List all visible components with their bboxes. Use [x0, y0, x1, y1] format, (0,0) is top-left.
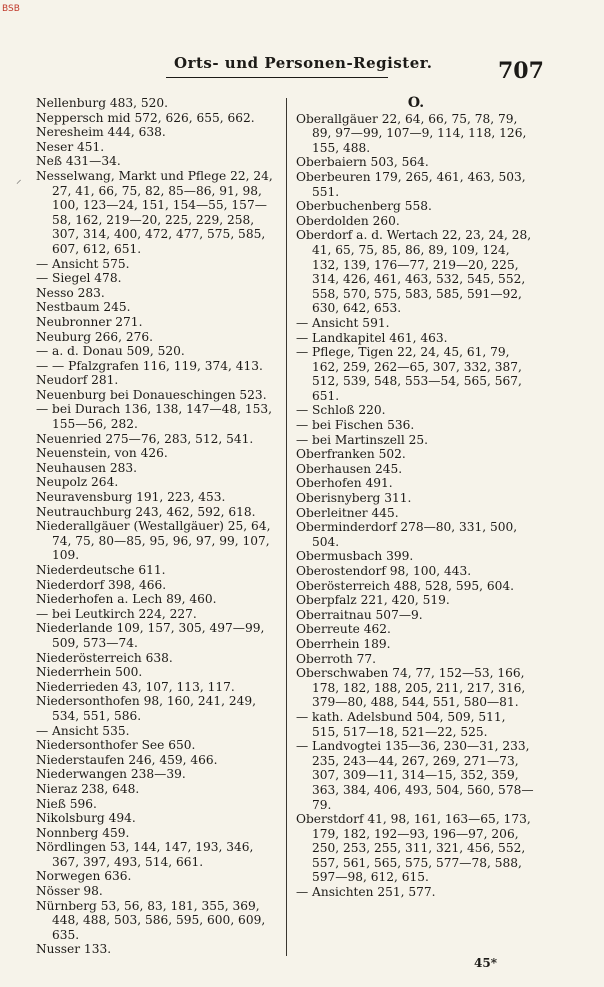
index-entry: — Ansichten 251, 577.	[296, 885, 436, 900]
header-rule	[166, 77, 388, 78]
index-entry: Neubronner 271.	[36, 314, 143, 329]
index-entry: Nesselwang, Markt und Pflege 22, 24, 27, 41, 66, 75, 82, 85—86, 91, 98, 100, 123—24, 151, 154—55, 157—58, 162, 219—20, 225, 229, 258, 307, 314, 400, 472, 477, 575, 585, 607, 612, 651.	[36, 168, 273, 256]
index-entry: — bei Durach 136, 138, 147—48, 153, 155—56, 282.	[36, 402, 272, 432]
index-entry: Oberrhein 189.	[296, 636, 391, 651]
index-entry: Neuhausen 283.	[36, 460, 138, 475]
index-entry: Neresheim 444, 638.	[36, 125, 166, 140]
index-entry: — kath. Adelsbund 504, 509, 511, 515, 517—18, 521—22, 525.	[296, 709, 506, 739]
index-entry: — Pflege, Tigen 22, 24, 45, 61, 79, 162, 259, 262—65, 307, 332, 387, 512, 539, 548, 553—54, 565, 567, 651.	[296, 345, 522, 403]
margin-mark: ⸝	[16, 173, 22, 186]
index-entry: Neuburg 266, 276.	[36, 329, 154, 344]
index-entry: Oberisnyberg 311.	[296, 491, 412, 506]
index-entry: Niederstaufen 246, 459, 466.	[36, 752, 218, 767]
index-entry: Nördlingen 53, 144, 147, 193, 346, 367, 397, 493, 514, 661.	[36, 840, 254, 869]
index-entry: Nösser 98.	[36, 884, 103, 899]
index-entry: Oberostendorf 98, 100, 443.	[296, 564, 472, 578]
left-index-column	[36, 96, 280, 957]
index-entry: — Ansicht 535.	[36, 723, 130, 738]
index-entry: Oberpfalz 221, 420, 519.	[296, 593, 450, 608]
index-entry: Niederdorf 398, 466.	[36, 577, 167, 592]
page-number: 707	[498, 58, 544, 84]
index-entry: Oberallgäuer 22, 64, 66, 75, 78, 79, 89, 97—99, 107—9, 114, 118, 126, 155, 488.	[296, 111, 527, 155]
index-entry: Oberösterreich 488, 528, 595, 604.	[296, 578, 515, 593]
index-entry: Neß 431—34.	[36, 154, 121, 169]
index-entry: Nellenburg 483, 520.	[36, 96, 169, 110]
index-entry: Nusser 133.	[36, 942, 112, 957]
index-entry: Niederösterreich 638.	[36, 650, 173, 665]
letter-heading: O.	[407, 95, 425, 111]
library-stamp: BSB	[2, 4, 20, 14]
index-entry: Niedersonthofer See 650.	[36, 738, 196, 753]
index-entry: Niedersonthofen 98, 160, 241, 249, 534, 551, 586.	[36, 694, 256, 723]
index-entry: Neupolz 264.	[36, 475, 119, 490]
index-entry: — Landvogtei 135—36, 230—31, 233, 235, 243—44, 267, 269, 271—73, 307, 309—11, 314—15, 352, 359, 363, 384, 406, 493, 504, 560, 578—79.	[296, 739, 534, 812]
index-entry: — — Pfalzgrafen 116, 119, 374, 413.	[36, 358, 263, 373]
index-entry: Oberstdorf 41, 98, 161, 163—65, 173, 179, 182, 192—93, 196—97, 206, 250, 253, 255, 311, 321, 456, 552, 557, 561, 565, 575, 577—78, 588, 597—98, 612, 615.	[296, 812, 531, 885]
index-entry: Nesso 283.	[36, 285, 105, 300]
index-entry: Neutrauchburg 243, 462, 592, 618.	[36, 504, 256, 519]
index-entry: Niederlande 109, 157, 305, 497—99, 509, 573—74.	[36, 621, 265, 650]
right-index-column	[296, 96, 536, 900]
index-entry: Nonnberg 459.	[36, 825, 130, 840]
index-entry: Oberreute 462.	[296, 622, 391, 637]
index-entry: Nestbaum 245.	[36, 300, 131, 315]
index-entry: Oberbeuren 179, 265, 461, 463, 503, 551.	[296, 169, 526, 199]
index-entry: — Landkapitel 461, 463.	[296, 330, 448, 345]
index-entry: Neuenried 275—76, 283, 512, 541.	[36, 431, 254, 446]
index-entry: — Siegel 478.	[36, 271, 122, 286]
index-entry: Norwegen 636.	[36, 869, 132, 884]
index-entry: Oberhofen 491.	[296, 476, 393, 491]
index-entry: Oberbuchenberg 558.	[296, 199, 432, 214]
index-entry: Oberdorf a. d. Wertach 22, 23, 24, 28, 41, 65, 75, 85, 86, 89, 109, 124, 132, 139, 176—77, 219—20, 225, 314, 426, 461, 463, 532, 545, 552, 558, 570, 575, 583, 585, 591—92, 630, 642, 653.	[296, 228, 532, 316]
index-entry: Oberfranken 502.	[296, 447, 406, 462]
index-entry: — bei Leutkirch 224, 227.	[36, 606, 197, 621]
index-entry: Oberminderdorf 278—80, 331, 500, 504.	[296, 520, 518, 549]
index-entry: Oberleitner 445.	[296, 505, 399, 520]
index-entry: Oberbaiern 503, 564.	[296, 155, 429, 170]
index-entry: Neser 451.	[36, 139, 105, 154]
index-entry: Niederallgäuer (Westallgäuer) 25, 64, 74, 75, 80—85, 95, 96, 97, 99, 107, 109.	[36, 519, 271, 563]
index-entry: Neuravensburg 191, 223, 453.	[36, 490, 226, 505]
index-entry: Oberschwaben 74, 77, 152—53, 166, 178, 182, 188, 205, 211, 217, 316, 379—80, 488, 544, 551, 580—81.	[296, 666, 526, 710]
index-entry: Neuenstein, von 426.	[36, 446, 168, 461]
index-entry: Nürnberg 53, 56, 83, 181, 355, 369, 448, 488, 503, 586, 595, 600, 609, 635.	[36, 898, 266, 942]
index-entry: Niederhofen a. Lech 89, 460.	[36, 592, 217, 607]
index-entry: Nieraz 238, 648.	[36, 781, 140, 796]
page-header-title: Orts- und Personen-Register.	[174, 54, 433, 72]
printer-signature: 45*	[474, 956, 497, 970]
index-entry: Oberraitnau 507—9.	[296, 607, 423, 622]
index-entry: Niederwangen 238—39.	[36, 767, 186, 782]
index-entry: — bei Fischen 536.	[296, 418, 415, 433]
index-entry: Nikolsburg 494.	[36, 811, 136, 826]
index-entry: Oberhausen 245.	[296, 461, 403, 476]
index-entry: — a. d. Donau 509, 520.	[36, 344, 185, 359]
column-divider	[286, 98, 287, 956]
index-entry: — Ansicht 591.	[296, 315, 390, 330]
index-entry: Neuenburg bei Donaueschingen 523.	[36, 387, 267, 402]
index-entry: Niederrieden 43, 107, 113, 117.	[36, 679, 235, 694]
index-entry: Nieß 596.	[36, 796, 97, 811]
index-entry: — Schloß 220.	[296, 403, 386, 418]
index-entry: — bei Martinszell 25.	[296, 432, 429, 447]
index-entry: Oberroth 77.	[296, 651, 376, 666]
index-entry: Niederdeutsche 611.	[36, 563, 166, 577]
index-entry: — Ansicht 575.	[36, 256, 130, 271]
index-entry: Oberdolden 260.	[296, 213, 400, 228]
index-entry: Neppersch mid 572, 626, 655, 662.	[36, 110, 255, 125]
index-entry: Niederrhein 500.	[36, 665, 143, 680]
index-entry: Obermusbach 399.	[296, 549, 414, 564]
index-entry: Neudorf 281.	[36, 373, 119, 388]
